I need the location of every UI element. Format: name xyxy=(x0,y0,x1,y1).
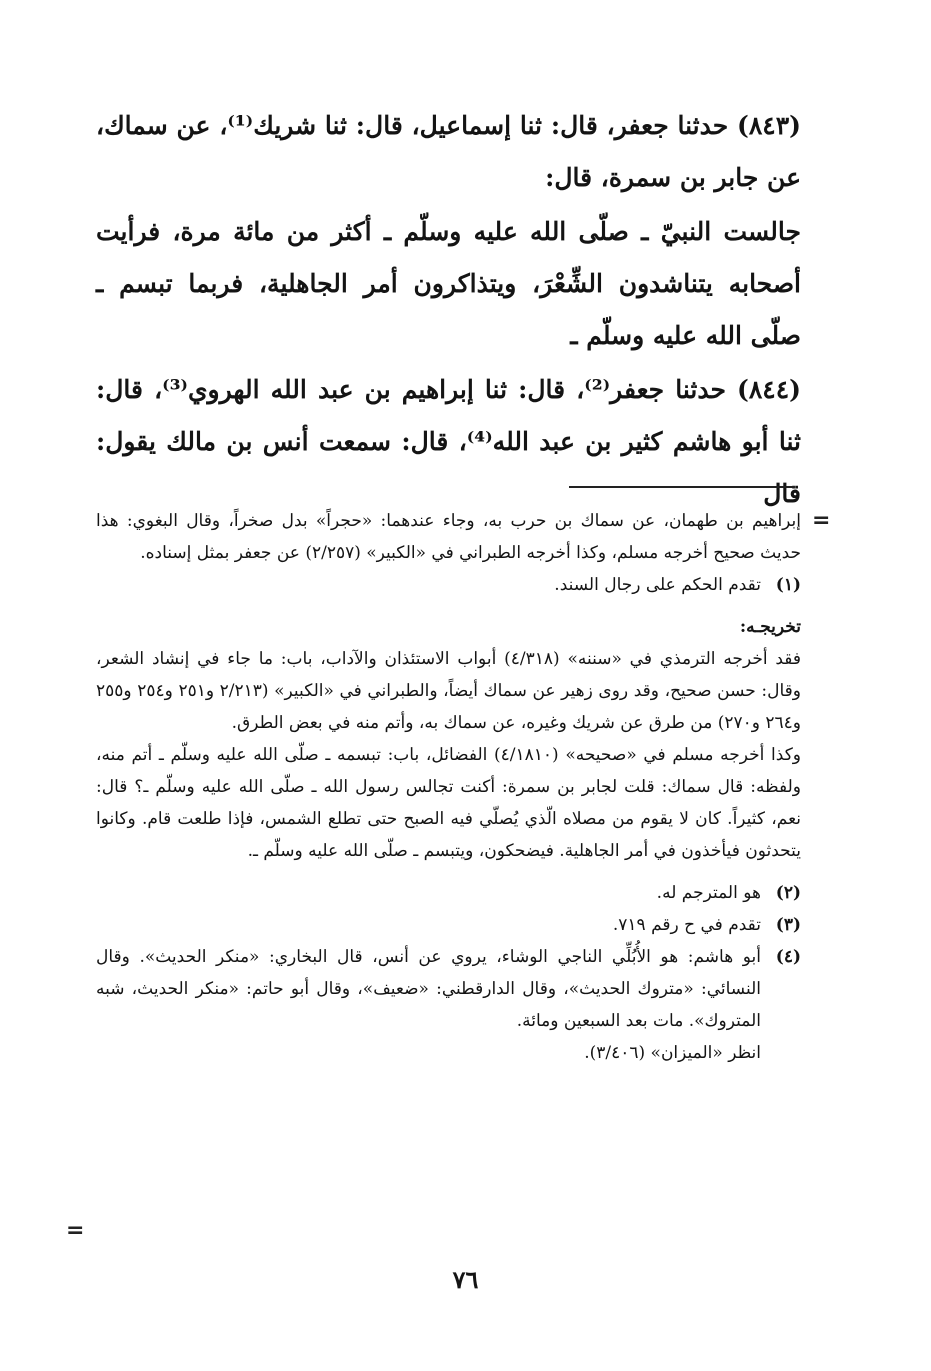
footnote-3 xyxy=(96,909,801,941)
takhrij-heading: تخريجـه: xyxy=(739,617,801,637)
footnote-text: تقدم في ح رقم ٧١٩. xyxy=(612,915,761,935)
footnote-text xyxy=(96,941,761,1069)
hadith-843-matn: جالست النبيّ ـ صلّى الله عليه وسلّم ـ أكثر من مائة مرة، فرأيت أصحابه يتناشدون الشِّعْرَ، ويتذاكرون أمر الجاهلية، فربما تبسم ـ صلّى الله عليه وسلّم ـ xyxy=(96,217,801,350)
hadith-844-isnad: (٨٤٤) حدثنا جعفر⁽²⁾، قال: ثنا إبراهيم بن عبد الله الهروي⁽³⁾، قال: ثنا أبو هاشم كثير بن عبد الله⁽⁴⁾، قال: سمعت أنس بن مالك يقول: قال xyxy=(96,375,801,508)
footnote-4-reference: انظر «الميزان» (٣/٤٠٦). xyxy=(584,1043,761,1063)
footnote-separator xyxy=(569,486,794,488)
takhrij-paragraph-2: وكذا أخرجه مسلم في «صحيحه» (٤/١٨١٠) الفضائل، باب: تبسمه ـ صلّى الله عليه وسلّم ـ أتم منه، ولفظه: قال سماك: قلت لجابر بن سمرة: أكنت تجالس رسول الله ـ صلّى الله عليه وسلّم ـ؟ قال: نعم، كثيراً. كان لا يقوم من مصلاه الّذي يُصلّي فيه الصبح حتى تطلع الشمس، فإذا طلعت قام. وكانوا يتحدثون فيأخذون في أمر الجاهلية. فيضحكون، ويتبسم ـ صلّى الله عليه وسلّم ـ. xyxy=(96,745,801,861)
footnote-number: (٤) xyxy=(775,947,801,967)
page-number: ٧٦ xyxy=(452,1265,479,1294)
footnote-continuation: إبراهيم بن طهمان، عن سماك بن حرب به، وجاء عندهما: «حجراً» بدل صخراً، وقال البغوي: هذا حديث صحيح أخرجه مسلم، وكذا أخرجه الطبراني في «الكبير» (٢/٢٥٧) عن جعفر بمثل إسناده. xyxy=(96,511,801,563)
continuation-mark-bottom: = xyxy=(66,1218,85,1243)
footnote-4-body: أبو هاشم: هو الأُبُلِّي الناجي الوشاء، يروي عن أنس، قال البخاري: «منكر الحديث». وقال النسائي: «متروك الحديث»، وقال الدارقطني: «ضعيف»، وقال أبو حاتم: «منكر الحديث، شبه المتروك». مات بعد السبعين ومائة. xyxy=(96,947,761,1031)
takhrij-paragraph-1: فقد أخرجه الترمذي في «سننه» (٤/٣١٨) أبواب الاستئذان والآداب، باب: ما جاء في إنشاد الشعر، وقال: حسن صحيح، وقد روى زهير عن سماك أيضاً، والطبراني في «الكبير» (٢/٢١٣ و٢٥١ و٢٥٤ و٢٥٥ و٢٦٤ و٢٧٠) من طرق عن شريك وغيره، عن سماك به، وأتم منه في بعض الطرق. xyxy=(96,649,802,733)
continuation-mark-top: = xyxy=(812,508,831,533)
footnote-text: تقدم الحكم على رجال السند. xyxy=(554,575,761,595)
footnote-number: (٣) xyxy=(775,915,801,935)
footnote-text: هو المترجم له. xyxy=(656,883,761,903)
hadith-843-isnad: (٨٤٣) حدثنا جعفر، قال: ثنا إسماعيل، قال: ثنا شريك⁽¹⁾، عن سماك، عن جابر بن سمرة، قال: xyxy=(96,111,802,192)
footnotes xyxy=(96,505,801,1069)
footnote-4 xyxy=(96,941,801,1069)
footnote-2 xyxy=(96,877,801,909)
footnote-1 xyxy=(96,569,801,601)
footnote-number: (٢) xyxy=(775,883,801,903)
footnote-number: (١) xyxy=(775,575,801,595)
main-text xyxy=(96,100,801,520)
